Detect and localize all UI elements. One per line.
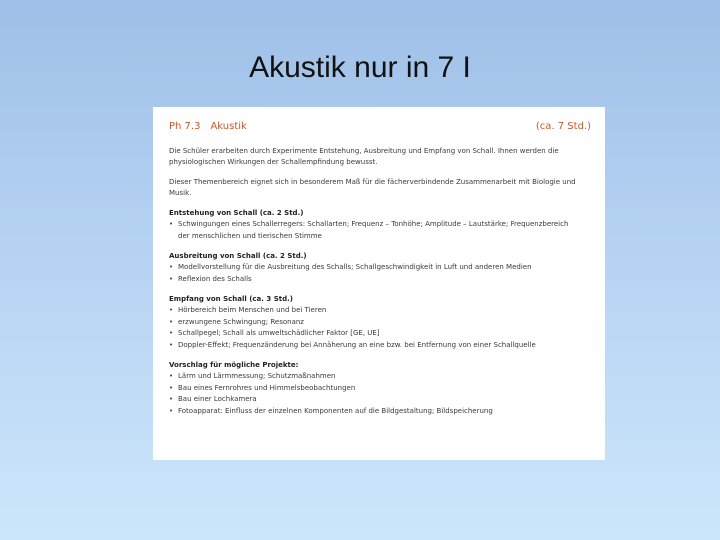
list-item: • Reflexion des Schalls [169,274,591,286]
unit-duration: (ca. 7 Std.) [535,121,591,132]
slide-title: Akustik nur in 7 I [249,51,471,84]
note-paragraph: Dieser Themenbereich eignet sich in besonderem Maß für die fächerverbindende Zusammenarbeit mit Biologie und Musik. [169,178,576,197]
document-header [169,120,591,136]
section-projekte [169,360,591,417]
list-item: • Hörbereich beim Menschen und bei Tieren [169,305,591,317]
list-item: • Fotoapparat: Einfluss der einzelnen Komponenten auf die Bildgestaltung; Bildspeicherung [169,406,591,418]
unit-code: Ph 7.3 [169,121,201,132]
section-list [169,371,591,417]
section-title: Ausbreitung von Schall (ca. 2 Std.) [169,252,307,260]
section-title: Entstehung von Schall (ca. 2 Std.) [169,209,304,217]
section-list [169,262,591,285]
list-item: • Schwingungen eines Schallerregers: Schallarten; Frequenz – Tonhöhe; Amplitude – Lautstärke; Frequenzbereich [169,219,591,231]
intro-paragraph: Die Schüler erarbeiten durch Experimente Entstehung, Ausbreitung und Empfang von Schall. Ihnen werden die physiologischen Wirkungen der Schallempfindung bewusst. [169,147,559,166]
list-item: • Schallpegel; Schall als umweltschädlicher Faktor [GE, UE] [169,328,591,340]
curriculum-document [153,107,605,460]
list-item: • erzwungene Schwingung; Resonanz [169,317,591,329]
list-item-continuation: der menschlichen und tierischen Stimme [178,231,322,240]
section-list [169,305,591,351]
list-item: • Bau einer Lochkamera [169,394,591,406]
section-title: Empfang von Schall (ca. 3 Std.) [169,295,293,303]
section-empfang [169,294,591,351]
list-item: • Lärm und Lärmmessung; Schutzmaßnahmen [169,371,591,383]
section-list [169,219,591,242]
unit-topic: Akustik [210,121,247,132]
section-ausbreitung [169,251,591,285]
section-entstehung [169,208,591,242]
list-item: • Modellvorstellung für die Ausbreitung des Schalls; Schallgeschwindigkeit in Luft und anderen Medien [169,262,591,274]
list-item: • Doppler-Effekt; Frequenzänderung bei Annäherung an eine bzw. bei Entfernung von einer Schallquelle [169,340,591,352]
section-title: Vorschlag für mögliche Projekte: [169,361,299,369]
list-item: • Bau eines Fernrohres und Himmelsbeobachtungen [169,383,591,395]
